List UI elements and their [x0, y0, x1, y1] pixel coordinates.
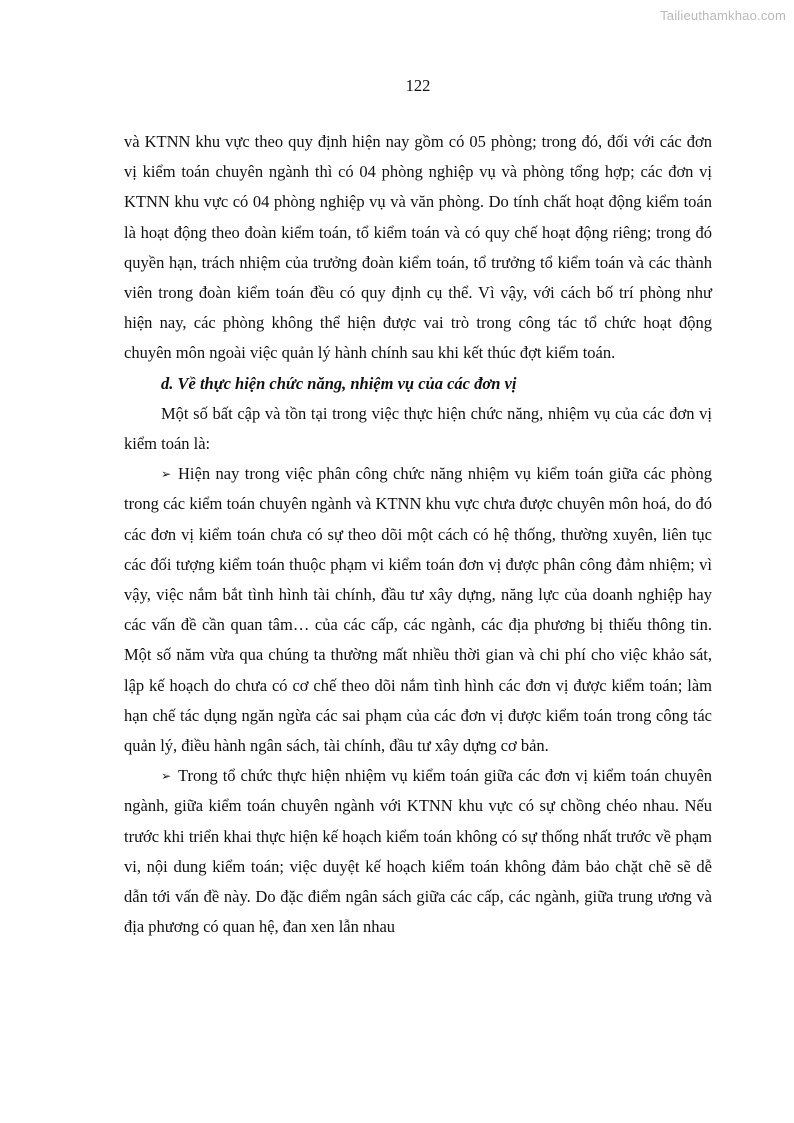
arrowhead-bullet-icon: ➢: [161, 769, 172, 784]
bullet-text: Hiện nay trong việc phân công chức năng nhiệm vụ kiểm toán giữa các phòng trong các kiểm toán chuyên ngành và KTNN khu vực chưa được chuyên môn hoá, do đó các đơn vị kiểm toán chưa có sự theo dõi một cách có hệ thống, thường xuyên, liên tục các đối tượng kiểm toán thuộc phạm vi kiểm toán đơn vị được phân công đảm nhiệm; vì vậy, việc nắm bắt tình hình tài chính, đầu tư xây dựng, năng lực của doanh nghiệp hay các vấn đề cần quan tâm… của các cấp, các ngành, các địa phương bị thiếu thông tin. Một số năm vừa qua chúng ta thường mất nhiều thời gian và chi phí cho việc khảo sát, lập kế hoạch do chưa có cơ chế theo dõi nắm tình hình các đơn vị được kiểm toán; làm hạn chế tác dụng ngăn ngừa các sai phạm của các đơn vị được kiểm toán trong công tác quản lý, điều hành ngân sách, tài chính, đầu tư xây dựng cơ bản.: [124, 464, 712, 756]
paragraph-continuation: và KTNN khu vực theo quy định hiện nay gồm có 05 phòng; trong đó, đối với các đơn vị kiểm toán chuyên ngành thì có 04 phòng nghiệp vụ và phòng tổng hợp; các đơn vị KTNN khu vực có 04 phòng nghiệp vụ và văn phòng. Do tính chất hoạt động kiểm toán là hoạt động theo đoàn kiểm toán, tổ kiểm toán và có quy chế hoạt động riêng; trong đó quyền hạn, trách nhiệm của trưởng đoàn kiểm toán, tổ trưởng tổ kiểm toán và các thành viên trong đoàn kiểm toán đều có quy định cụ thể. Vì vậy, với cách bố trí phòng như hiện nay, các phòng không thể hiện được vai trò trong công tác tổ chức hoạt động chuyên môn ngoài việc quản lý hành chính sau khi kết thúc đợt kiểm toán.: [124, 132, 712, 363]
paragraph-intro: Một số bất cập và tồn tại trong việc thực hiện chức năng, nhiệm vụ của các đơn vị kiểm toán là:: [124, 403, 712, 454]
watermark: Tailieuthamkhao.com: [660, 8, 786, 23]
document-body: [124, 127, 712, 942]
bullet-paragraph: [124, 459, 712, 761]
page-number: 122: [405, 76, 431, 95]
section-subheading: d. Về thực hiện chức năng, nhiệm vụ của các đơn vị: [161, 373, 517, 393]
bullet-paragraph: [124, 761, 712, 942]
arrowhead-bullet-icon: ➢: [161, 467, 172, 482]
bullet-text: Trong tổ chức thực hiện nhiệm vụ kiểm toán giữa các đơn vị kiểm toán chuyên ngành, giữa kiểm toán chuyên ngành với KTNN khu vực có sự chồng chéo nhau. Nếu trước khi triển khai thực hiện kế hoạch kiểm toán không có sự thống nhất trước về phạm vi, nội dung kiểm toán; việc duyệt kế hoạch kiểm toán không đảm bảo chặt chẽ sẽ dễ dẫn tới vấn đề này. Do đặc điểm ngân sách giữa các cấp, các ngành, giữa trung ương và địa phương có quan hệ, đan xen lẫn nhau: [124, 766, 712, 937]
